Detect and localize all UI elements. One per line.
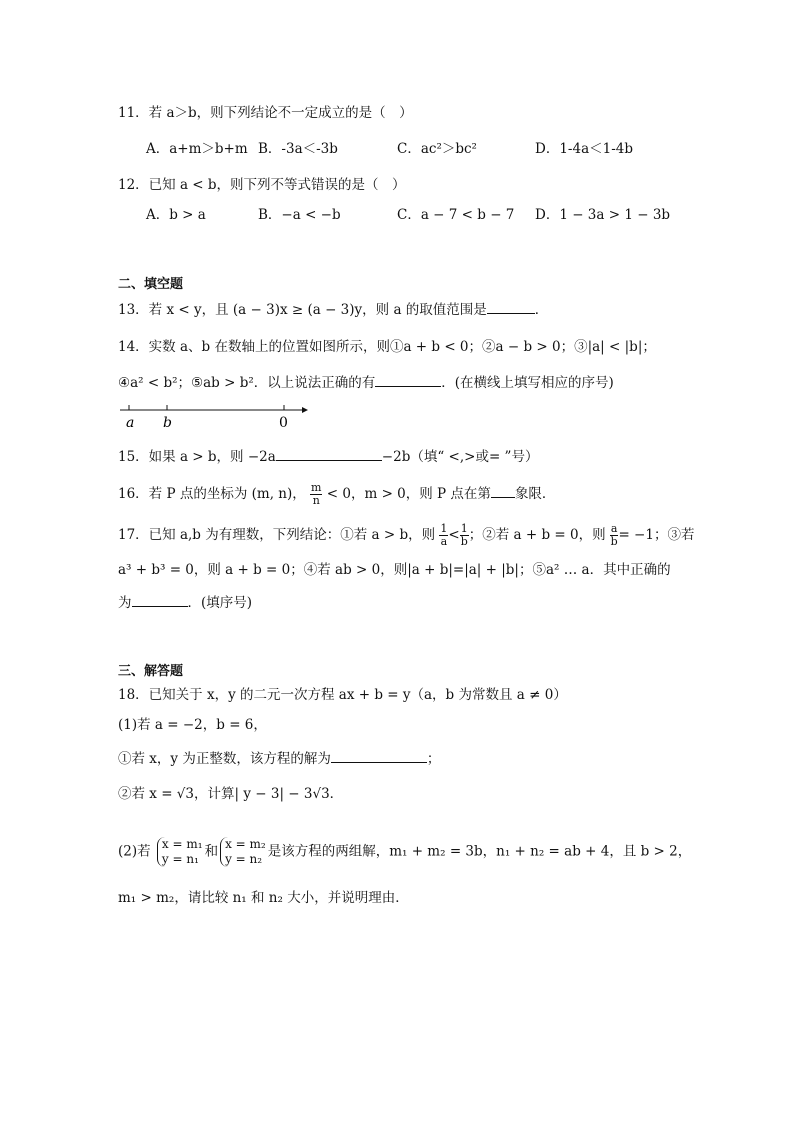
q18-part2-c: m₁ > m₂，请比较 n₁ 和 n₂ 大小，并说明理由．: [118, 890, 409, 906]
q15-b: −2b（填“ <,>或= ”号）: [381, 449, 539, 465]
q15-a: 15．如果 a > b，则 −2a: [118, 449, 276, 465]
q18-part2-and: 和: [204, 843, 219, 860]
q17-frac1-den: a: [440, 535, 448, 548]
q17-line1-b: ；②若 a + b = 0，则: [468, 527, 606, 543]
q18-sys2-top: x = m₂: [225, 837, 266, 851]
q17-frac1-num: 1: [440, 522, 448, 535]
q17-line1: [118, 523, 694, 548]
q17-frac3-num: a: [610, 522, 618, 535]
q17-answer-blank[interactable]: [132, 592, 188, 607]
q16-frac-num: m: [311, 481, 322, 494]
q18-part1a-end: ；: [426, 751, 441, 767]
number-line-arrow: [302, 407, 308, 413]
q18-system1: [157, 837, 203, 867]
q15: [118, 446, 538, 467]
q11-option-a: A．a+m＞b+m: [146, 141, 248, 157]
section-heading-fill-blank: 二、填空题: [118, 277, 184, 292]
q13-end: ．: [534, 302, 549, 318]
q17-line3-b: ．(填序号): [187, 595, 253, 611]
q17-frac2: [460, 523, 469, 548]
q12-option-b: B．−a < −b: [258, 207, 341, 223]
q13-text: 13．若 x < y，且 (a − 3)x ≥ (a − 3)y，则 a 的取值范围是: [118, 302, 487, 318]
q18-answer-blank[interactable]: [331, 748, 427, 763]
q17-line1-a: 17．已知 a,b 为有理数，下列结论：①若 a > b，则: [118, 527, 436, 543]
label-b: b: [163, 415, 172, 431]
q13: [118, 299, 548, 320]
q16-b: < 0，m > 0，则 P 点在第: [326, 486, 491, 502]
q15-answer-blank[interactable]: [276, 446, 382, 461]
q18-part2-a: (2)若: [118, 843, 151, 860]
q18-part1a: [118, 748, 440, 769]
q17-line3-a: 为: [118, 595, 132, 611]
q16-c: 象限．: [514, 486, 556, 502]
q11-stem: 11．若 a＞b，则下列结论不一定成立的是（ ）: [118, 105, 413, 121]
q18-part2-b: 是该方程的两组解，m₁ + m₂ = 3b，n₁ + n₂ = ab + 4，且 b > 2，: [267, 843, 692, 860]
q18-part1b: ②若 x = √3，计算| y − 3| − 3√3．: [118, 786, 344, 802]
q18-part1a-text: ①若 x，y 为正整数，该方程的解为: [118, 751, 331, 767]
q14-line2: [118, 372, 614, 393]
q16-answer-blank[interactable]: [491, 483, 515, 498]
q11-option-c: C．ac²＞bc²: [397, 141, 477, 157]
q12-stem: 12．已知 a < b，则下列不等式错误的是（ ）: [118, 177, 406, 193]
q17-frac2-den: b: [460, 535, 468, 548]
q18-sys2-bot: y = n₂: [225, 852, 263, 866]
q14-answer-blank[interactable]: [375, 372, 441, 387]
q11-option-b: B．-3a＜-3b: [258, 141, 338, 157]
q17-line2: a³ + b³ = 0，则 a + b = 0；④若 ab > 0，则|a + b|=|a| + |b|；⑤a² … a．其中正确的: [118, 562, 671, 578]
number-line-figure: [118, 402, 308, 442]
q17-lt: <: [448, 527, 460, 543]
q17-frac3-den: b: [610, 535, 618, 548]
q13-answer-blank[interactable]: [487, 299, 535, 314]
q17-eq: = −1: [618, 527, 654, 543]
q14-line2-a: ④a² < b²；⑤ab > b²．以上说法正确的有: [118, 375, 376, 391]
q12-option-a: A．b > a: [146, 207, 206, 223]
label-a: a: [126, 415, 135, 431]
q11-option-d: D．1-4a＜1-4b: [535, 141, 633, 157]
q16: [118, 482, 555, 507]
q18-system2: [220, 837, 266, 867]
q18-sys1-bot: y = n₁: [161, 852, 199, 866]
q16-fraction: [310, 482, 322, 507]
q18-stem: 18．已知关于 x，y 的二元一次方程 ax + b = y（a，b 为常数且 a ≠ 0）: [118, 687, 567, 703]
q18-part1: (1)若 a = −2，b = 6，: [118, 717, 267, 733]
q12-option-c: C．a − 7 < b − 7: [397, 207, 515, 223]
q12-option-d: D．1 − 3a > 1 − 3b: [535, 207, 671, 223]
q18-sys1-top: x = m₁: [161, 837, 203, 851]
q17-frac2-num: 1: [460, 522, 468, 535]
q14-line2-b: ．(在横线上填写相应的序号): [441, 375, 614, 391]
q18-part2: [118, 837, 691, 867]
q16-frac-den: n: [312, 494, 320, 507]
q14-line1: 14．实数 a、b 在数轴上的位置如图所示，则①a + b < 0；②a − b > 0；③|a| < |b|；: [118, 339, 656, 355]
q16-a: 16．若 P 点的坐标为 (m, n)，: [118, 486, 306, 502]
q17-line3: [118, 592, 252, 613]
label-zero: 0: [279, 415, 288, 431]
section-heading-solve: 三、解答题: [118, 664, 184, 679]
q17-line1-c: ；③若: [653, 527, 695, 543]
